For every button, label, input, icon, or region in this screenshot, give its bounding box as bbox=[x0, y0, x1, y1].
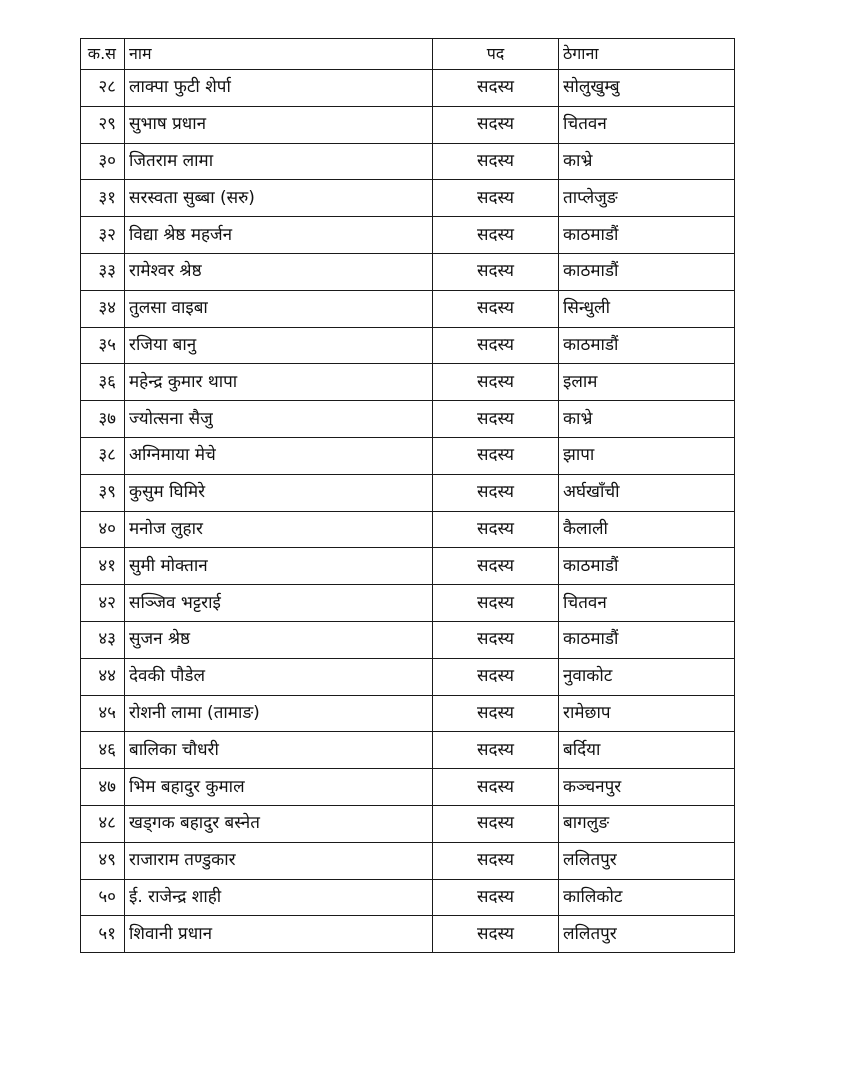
cell-address: बागलुङ bbox=[559, 805, 735, 842]
cell-name: देवकी पौडेल bbox=[125, 658, 433, 695]
cell-name: रजिया बानु bbox=[125, 327, 433, 364]
cell-name: रोशनी लामा (तामाङ) bbox=[125, 695, 433, 732]
cell-post: सदस्य bbox=[433, 327, 559, 364]
header-name: नाम bbox=[125, 39, 433, 70]
cell-post: सदस्य bbox=[433, 732, 559, 769]
cell-address: चितवन bbox=[559, 106, 735, 143]
cell-post: सदस्य bbox=[433, 143, 559, 180]
cell-post: सदस्य bbox=[433, 364, 559, 401]
cell-serial-number: ३७ bbox=[81, 401, 125, 438]
table-row bbox=[81, 474, 735, 511]
cell-post: सदस्य bbox=[433, 437, 559, 474]
cell-post: सदस्य bbox=[433, 548, 559, 585]
cell-serial-number: ३६ bbox=[81, 364, 125, 401]
table-row bbox=[81, 70, 735, 107]
cell-name: सुभाष प्रधान bbox=[125, 106, 433, 143]
cell-address: कञ्चनपुर bbox=[559, 769, 735, 806]
cell-serial-number: ४२ bbox=[81, 585, 125, 622]
cell-serial-number: २८ bbox=[81, 70, 125, 107]
cell-name: लाक्पा फुटी शेर्पा bbox=[125, 70, 433, 107]
table-row bbox=[81, 143, 735, 180]
cell-address: सिन्धुली bbox=[559, 290, 735, 327]
cell-name: महेन्द्र कुमार थापा bbox=[125, 364, 433, 401]
cell-post: सदस्य bbox=[433, 106, 559, 143]
cell-name: बालिका चौधरी bbox=[125, 732, 433, 769]
cell-address: काठमाडौं bbox=[559, 327, 735, 364]
cell-serial-number: ३८ bbox=[81, 437, 125, 474]
table-row bbox=[81, 327, 735, 364]
table-row bbox=[81, 585, 735, 622]
cell-name: विद्या श्रेष्ठ महर्जन bbox=[125, 217, 433, 254]
cell-name: सरस्वता सुब्बा (सरु) bbox=[125, 180, 433, 217]
cell-name: कुसुम घिमिरे bbox=[125, 474, 433, 511]
cell-address: काठमाडौं bbox=[559, 253, 735, 290]
cell-serial-number: ४९ bbox=[81, 842, 125, 879]
table-header-row bbox=[81, 39, 735, 70]
cell-address: कैलाली bbox=[559, 511, 735, 548]
cell-address: कालिकोट bbox=[559, 879, 735, 916]
cell-address: काभ्रे bbox=[559, 143, 735, 180]
cell-post: सदस्य bbox=[433, 769, 559, 806]
table-row bbox=[81, 916, 735, 953]
cell-post: सदस्य bbox=[433, 290, 559, 327]
cell-serial-number: ४७ bbox=[81, 769, 125, 806]
cell-name: सुजन श्रेष्ठ bbox=[125, 621, 433, 658]
table-row bbox=[81, 217, 735, 254]
table-row bbox=[81, 401, 735, 438]
cell-address: बर्दिया bbox=[559, 732, 735, 769]
table-row bbox=[81, 437, 735, 474]
table-row bbox=[81, 842, 735, 879]
table-row bbox=[81, 879, 735, 916]
cell-name: ई. राजेन्द्र शाही bbox=[125, 879, 433, 916]
cell-address: नुवाकोट bbox=[559, 658, 735, 695]
cell-post: सदस्य bbox=[433, 217, 559, 254]
cell-name: जितराम लामा bbox=[125, 143, 433, 180]
cell-serial-number: ४८ bbox=[81, 805, 125, 842]
cell-name: शिवानी प्रधान bbox=[125, 916, 433, 953]
table-row bbox=[81, 732, 735, 769]
cell-post: सदस्य bbox=[433, 695, 559, 732]
cell-post: सदस्य bbox=[433, 474, 559, 511]
cell-post: सदस्य bbox=[433, 180, 559, 217]
cell-address: काभ्रे bbox=[559, 401, 735, 438]
cell-address: काठमाडौं bbox=[559, 548, 735, 585]
cell-address: काठमाडौं bbox=[559, 621, 735, 658]
cell-name: भिम बहादुर कुमाल bbox=[125, 769, 433, 806]
cell-serial-number: ४६ bbox=[81, 732, 125, 769]
header-serial-number: क.स bbox=[81, 39, 125, 70]
cell-serial-number: ३४ bbox=[81, 290, 125, 327]
cell-address: सोलुखुम्बु bbox=[559, 70, 735, 107]
cell-address: ललितपुर bbox=[559, 842, 735, 879]
cell-serial-number: ४१ bbox=[81, 548, 125, 585]
header-post: पद bbox=[433, 39, 559, 70]
cell-post: सदस्य bbox=[433, 658, 559, 695]
cell-serial-number: ५० bbox=[81, 879, 125, 916]
cell-post: सदस्य bbox=[433, 621, 559, 658]
cell-serial-number: ३५ bbox=[81, 327, 125, 364]
cell-address: अर्घखाँची bbox=[559, 474, 735, 511]
cell-post: सदस्य bbox=[433, 916, 559, 953]
table-row bbox=[81, 106, 735, 143]
cell-address: चितवन bbox=[559, 585, 735, 622]
table-row bbox=[81, 769, 735, 806]
cell-post: सदस्य bbox=[433, 401, 559, 438]
cell-address: ललितपुर bbox=[559, 916, 735, 953]
table-row bbox=[81, 805, 735, 842]
cell-serial-number: ४४ bbox=[81, 658, 125, 695]
cell-post: सदस्य bbox=[433, 585, 559, 622]
cell-address: इलाम bbox=[559, 364, 735, 401]
cell-name: तुलसा वाइबा bbox=[125, 290, 433, 327]
table-row bbox=[81, 695, 735, 732]
cell-serial-number: ४३ bbox=[81, 621, 125, 658]
cell-name: सुमी मोक्तान bbox=[125, 548, 433, 585]
cell-serial-number: ४० bbox=[81, 511, 125, 548]
table-row bbox=[81, 658, 735, 695]
table-row bbox=[81, 511, 735, 548]
table-row bbox=[81, 253, 735, 290]
table-body bbox=[81, 70, 735, 953]
cell-serial-number: ५१ bbox=[81, 916, 125, 953]
cell-address: काठमाडौं bbox=[559, 217, 735, 254]
cell-serial-number: ३१ bbox=[81, 180, 125, 217]
table-row bbox=[81, 290, 735, 327]
cell-post: सदस्य bbox=[433, 879, 559, 916]
cell-serial-number: ३३ bbox=[81, 253, 125, 290]
cell-post: सदस्य bbox=[433, 805, 559, 842]
cell-name: खड्गक बहादुर बस्नेत bbox=[125, 805, 433, 842]
table-row bbox=[81, 180, 735, 217]
table-row bbox=[81, 364, 735, 401]
cell-post: सदस्य bbox=[433, 511, 559, 548]
cell-name: राजाराम तण्डुकार bbox=[125, 842, 433, 879]
cell-address: रामेछाप bbox=[559, 695, 735, 732]
cell-serial-number: ३२ bbox=[81, 217, 125, 254]
cell-name: सञ्जिव भट्टराई bbox=[125, 585, 433, 622]
cell-name: रामेश्वर श्रेष्ठ bbox=[125, 253, 433, 290]
cell-name: ज्योत्सना सैजु bbox=[125, 401, 433, 438]
cell-name: अग्निमाया मेचे bbox=[125, 437, 433, 474]
members-table bbox=[80, 38, 735, 953]
header-address: ठेगाना bbox=[559, 39, 735, 70]
table-row bbox=[81, 548, 735, 585]
cell-address: ताप्लेजुङ bbox=[559, 180, 735, 217]
cell-post: सदस्य bbox=[433, 70, 559, 107]
cell-name: मनोज लुहार bbox=[125, 511, 433, 548]
cell-post: सदस्य bbox=[433, 253, 559, 290]
cell-serial-number: ३९ bbox=[81, 474, 125, 511]
cell-serial-number: २९ bbox=[81, 106, 125, 143]
table-row bbox=[81, 621, 735, 658]
cell-serial-number: ४५ bbox=[81, 695, 125, 732]
cell-address: झापा bbox=[559, 437, 735, 474]
cell-serial-number: ३० bbox=[81, 143, 125, 180]
cell-post: सदस्य bbox=[433, 842, 559, 879]
